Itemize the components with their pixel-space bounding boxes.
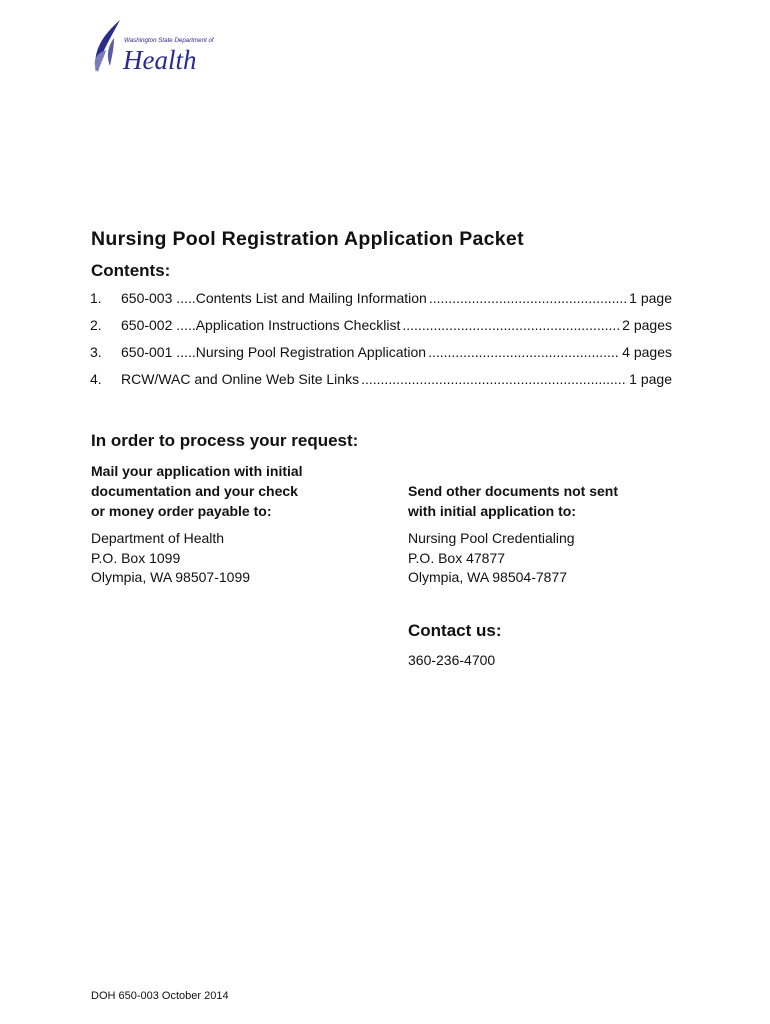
logo-agency-line: Washington State Department of [124,37,214,44]
contents-item-pages: 1 page [629,290,672,306]
leader-dots [361,371,627,387]
logo-word: Health [123,45,197,75]
leader-dots [402,317,620,333]
leader-dots [428,344,620,360]
send-section [408,481,708,588]
mail-heading [91,461,361,521]
form-footer: DOH 650-003 October 2014 [91,990,229,1002]
contents-item-pages: 1 page [629,371,672,387]
send-heading-line: Send other documents not sent [408,483,619,499]
mail-section [91,461,361,588]
contact-phone: 360-236-4700 [408,652,496,668]
contents-item [90,317,672,344]
send-address-line: Nursing Pool Credentialing [408,530,575,546]
contents-item-number: 4. [90,371,102,387]
contents-item [90,371,672,398]
contents-item-pages: 4 pages [622,344,672,360]
mail-heading-line: Mail your application with initial [91,463,303,479]
contents-item-number: 1. [90,290,102,306]
send-heading [408,481,708,521]
contents-list [90,290,672,398]
contents-item-number: 2. [90,317,102,333]
doh-logo-mark [90,16,220,76]
contents-item-text: RCW/WAC and Online Web Site Links [121,371,360,387]
order-heading: In order to process your request: [91,431,359,450]
contents-item-pages: 2 pages [622,317,672,333]
page-title: Nursing Pool Registration Application Packet [91,228,524,250]
send-heading-line: with initial application to: [408,503,576,519]
send-address [408,529,708,588]
contact-heading: Contact us: [408,621,502,640]
mail-address-line: Department of Health [91,530,225,546]
doh-logo [90,16,220,76]
contents-item [90,344,672,371]
leader-dots [429,290,627,306]
mail-heading-line: or money order payable to: [91,503,272,519]
send-address-line: P.O. Box 47877 [408,549,506,566]
send-address-line: Olympia, WA 98504-7877 [408,569,568,585]
contents-item-text: 650-002 .....Application Instructions Checklist [121,317,401,333]
contents-item-text: 650-001 .....Nursing Pool Registration Application [121,344,427,360]
mail-address-line: Olympia, WA 98507-1099 [91,569,251,585]
mail-address [91,529,361,588]
mail-address-line: P.O. Box 1099 [91,549,181,566]
mail-heading-line: documentation and your check [91,483,298,499]
contents-item-text: 650-003 .....Contents List and Mailing Information [121,290,427,306]
contents-item [90,290,672,317]
contents-item-number: 3. [90,344,102,360]
contents-heading: Contents: [91,261,171,280]
